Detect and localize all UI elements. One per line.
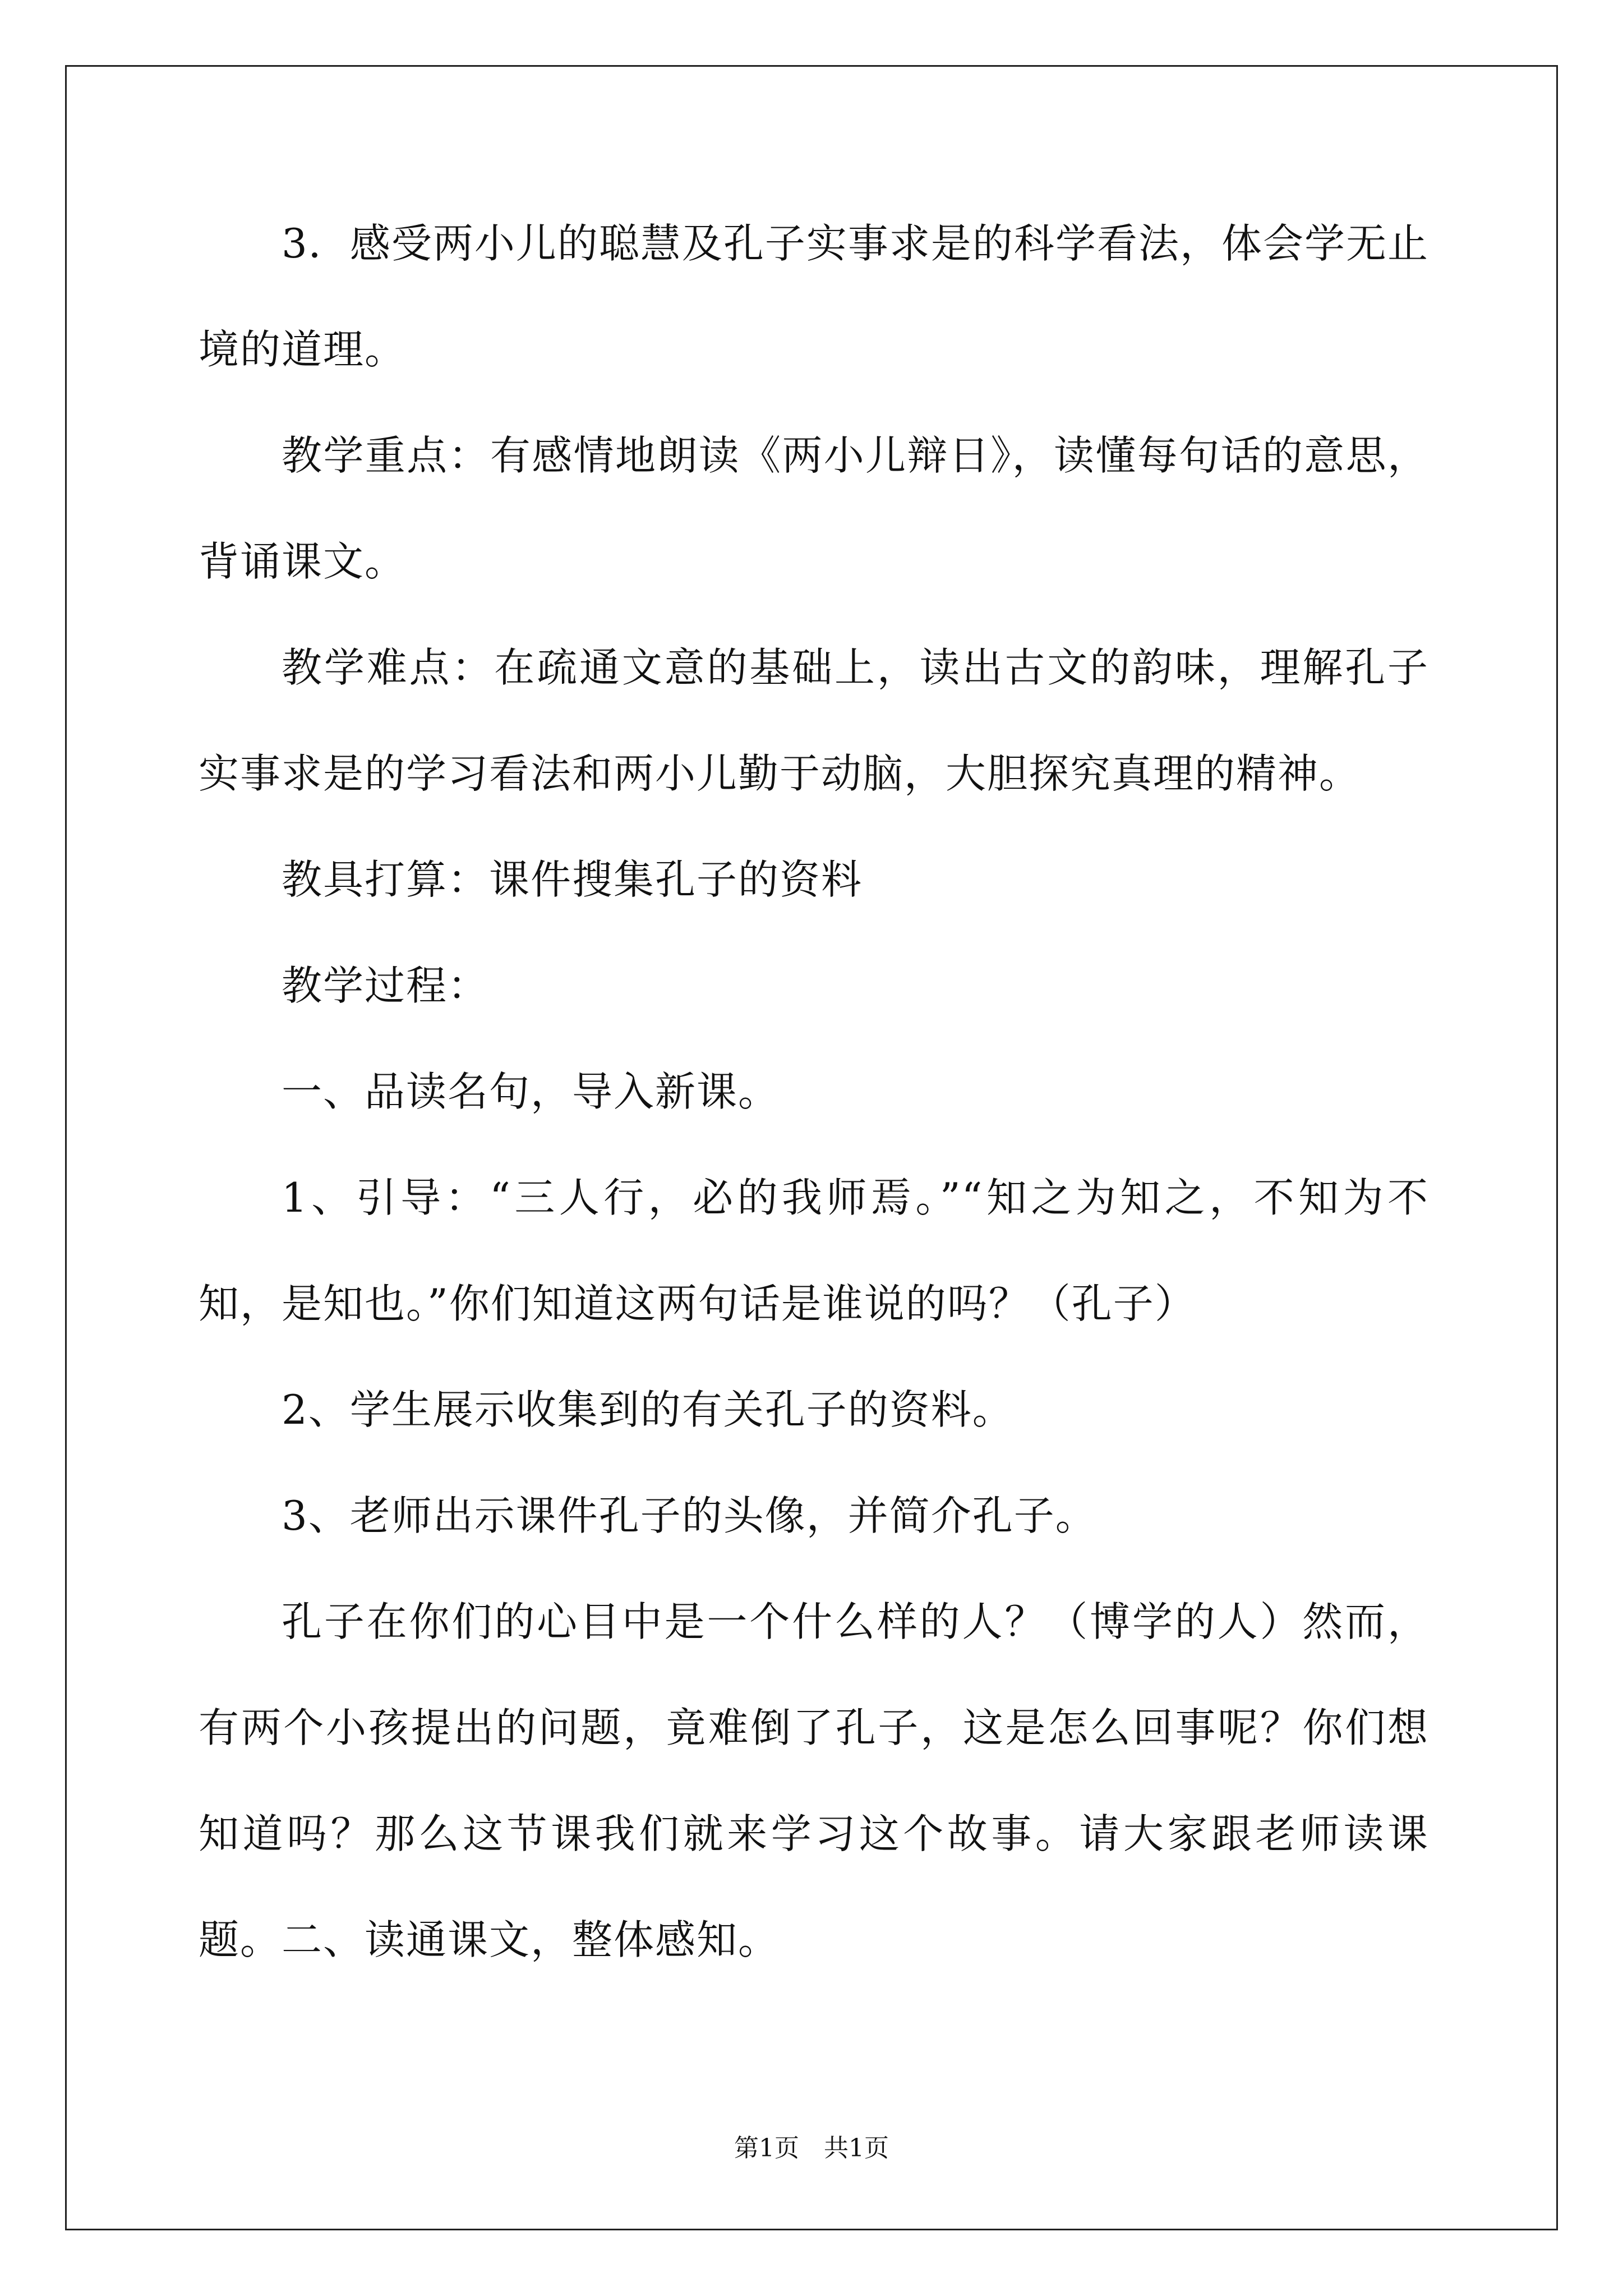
paragraph-section-1-heading: 一、品读名句，导入新课。 (282, 1068, 780, 1115)
paragraph-introduction: 孔子在你们的心目中是一个什么样的人？（博学的人）然而，有两个小孩提出的问题，竟难倒了孔子，这是怎么回事呢？你们想知道吗？那么这节课我们就来学习这个故事。请大家跟老师读课题。 (199, 1598, 1429, 1963)
paragraph-difficulties: 教学难点：在疏通文意的基础上，读出古文的韵味，理解孔子实事求是的学习看法和两小儿勤于动脑，大胆探究真理的精神。 (199, 644, 1429, 797)
page-footer: 第1页 共1页 (734, 2134, 889, 2162)
paragraph-step-2: 2、学生展示收集到的有关孔子的资料。 (282, 1386, 1014, 1433)
paragraph-step-1: 1、引导：“三人行，必的我师焉。”“知之为知之，不知为不知，是知也。”你们知道这两句话是谁说的吗？（孔子） (199, 1174, 1429, 1327)
paragraph-teaching-aids: 教具打算：课件搜集孔子的资料 (282, 856, 863, 903)
paragraph-section-2-heading: 二、读通课文，整体感知。 (282, 1916, 780, 1963)
paragraph-objective-3: 3．感受两小儿的聪慧及孔子实事求是的科学看法，体会学无止境的道理。 (199, 220, 1429, 373)
paragraph-key-points: 教学重点：有感情地朗读《两小儿辩日》，读懂每句话的意思，背诵课文。 (199, 432, 1429, 585)
paragraph-process-heading: 教学过程： (282, 962, 490, 1009)
paragraph-step-3: 3、老师出示课件孔子的头像，并简介孔子。 (282, 1492, 1097, 1539)
